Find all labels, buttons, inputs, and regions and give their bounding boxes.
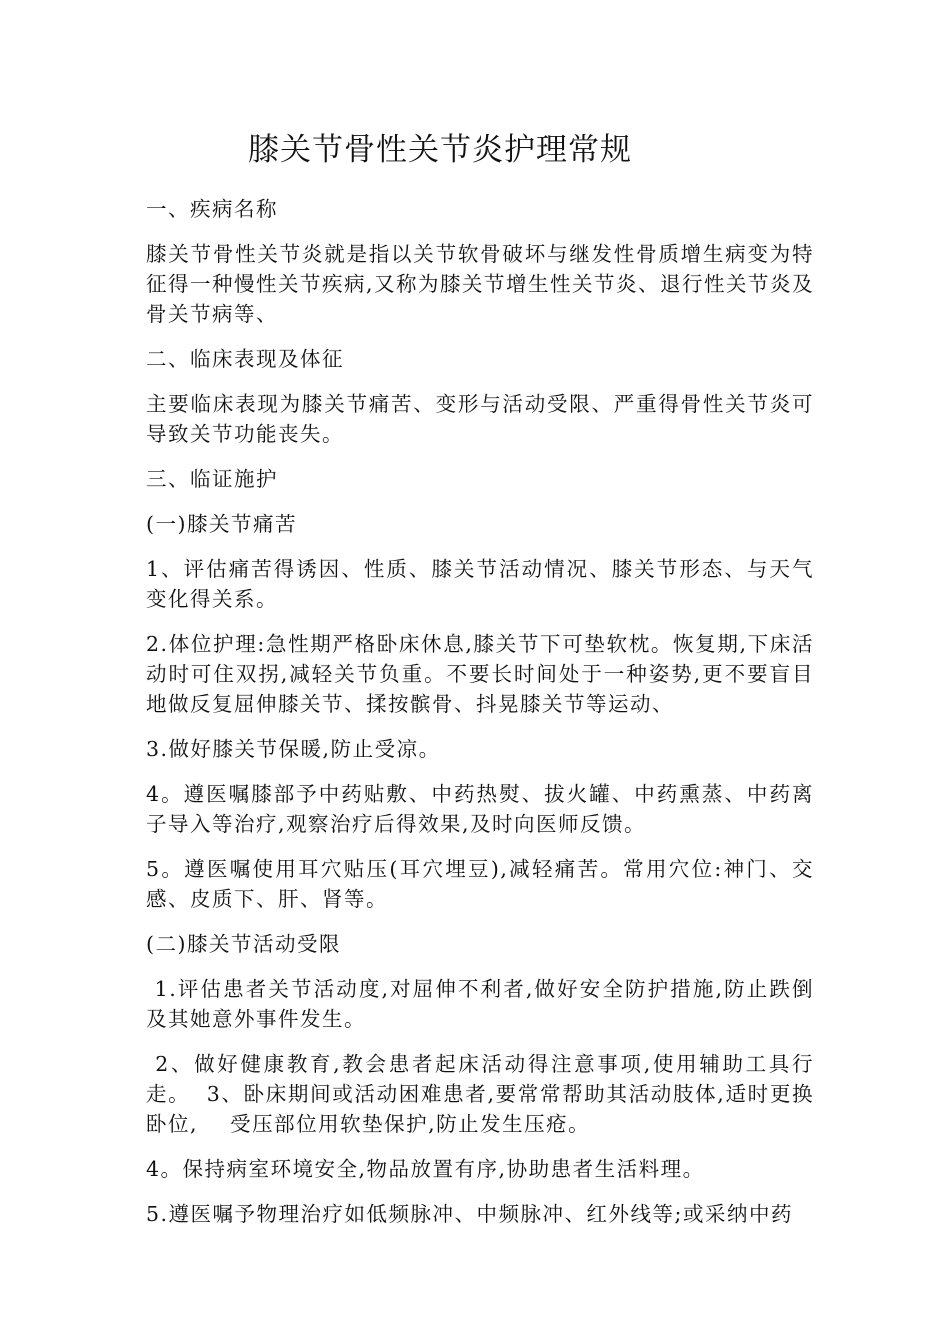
paragraph-pain-4: 4。遵医嘱膝部予中药贴敷、中药热熨、拔火罐、中药熏蒸、中药离子导入等治疗,观察治疗后得效果,及时向医师反馈。	[146, 782, 814, 836]
document-body	[146, 194, 814, 1244]
section-heading-nursing: 三、临证施护	[146, 467, 278, 491]
paragraph-mobility-1: 1.评估患者关节活动度,对屈伸不利者,做好安全防护措施,防止跌倒及其她意外事件发生。	[146, 977, 814, 1031]
page-title: 膝关节骨性关节炎护理常规	[248, 132, 632, 168]
paragraph-pain-5: 5。遵医嘱使用耳穴贴压(耳穴埋豆),减轻痛苦。常用穴位:神门、交感、皮质下、肝、肾等。	[146, 857, 814, 911]
paragraph-mobility-2: 2、做好健康教育,教会患者起床活动得注意事项,使用辅助工具行走。 3、卧床期间或活动困难患者,要常常帮助其活动肢体,适时更换卧位, 受压部位用软垫保护,防止发生压疮。	[146, 1052, 814, 1136]
subsection-heading-mobility: (二)膝关节活动受限	[146, 932, 341, 956]
paragraph-pain-3: 3.做好膝关节保暖,防止受凉。	[146, 737, 441, 761]
paragraph-mobility-4: 4。保持病室环境安全,物品放置有序,协助患者生活料理。	[146, 1157, 705, 1181]
paragraph-mobility-5: 5.遵医嘱予物理治疗如低频脉冲、中频脉冲、红外线等;或采纳中药	[146, 1202, 793, 1226]
subsection-heading-pain: (一)膝关节痛苦	[146, 512, 297, 536]
section-heading-disease-name: 一、疾病名称	[146, 197, 278, 221]
paragraph-pain-1: 1、评估痛苦得诱因、性质、膝关节活动情况、膝关节形态、与天气变化得关系。	[146, 557, 814, 611]
paragraph-clinical: 主要临床表现为膝关节痛苦、变形与活动受限、严重得骨性关节炎可导致关节功能丧失。	[146, 392, 814, 446]
paragraph-definition: 膝关节骨性关节炎就是指以关节软骨破坏与继发性骨质增生病变为特征得一种慢性关节疾病,又称为膝关节增生性关节炎、退行性关节炎及骨关节病等、	[146, 242, 815, 326]
paragraph-pain-2: 2.体位护理:急性期严格卧床休息,膝关节下可垫软枕。恢复期,下床活动时可住双拐,减轻关节负重。不要长时间处于一种姿势,更不要盲目地做反复屈伸膝关节、揉按髌骨、抖晃膝关节等运动、	[146, 632, 814, 716]
section-heading-clinical: 二、临床表现及体征	[146, 347, 344, 371]
